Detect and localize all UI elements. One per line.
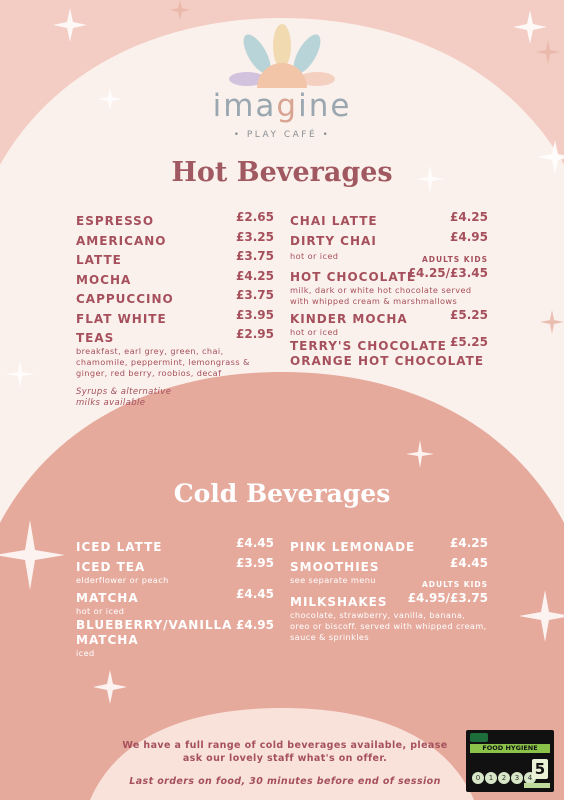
menu-item: DIRTY CHAI £4.95 hot or iced	[290, 229, 488, 261]
scale-4: 4	[524, 772, 536, 784]
item-description: hot or iced	[290, 250, 339, 261]
hot-left-column	[76, 210, 274, 409]
menu-item: LATTE £3.75	[76, 249, 274, 267]
menu-item: BLUEBERRY/VANILLA MATCHA £4.95 iced	[76, 618, 274, 658]
brand-name: imagine	[212, 88, 352, 124]
price-header: ADULTS KIDS	[421, 254, 488, 264]
menu-item: PINK LEMONADE £4.25	[290, 536, 488, 554]
brand-tagline: • PLAY CAFÉ •	[233, 130, 331, 140]
menu-item: FLAT WHITE £3.95	[76, 307, 274, 326]
menu-item: MATCHA £4.45 hot or iced	[76, 587, 274, 616]
menu-item: ESPRESSO £2.65	[76, 210, 274, 228]
menu-item: ICED TEA £3.95 elderflower or peach	[76, 556, 274, 585]
menu-item: TERRY'S CHOCOLATE £5.25	[290, 334, 488, 353]
menu-item: CHAI LATTE £4.25	[290, 210, 488, 228]
logo-mark	[0, 24, 564, 98]
scale-2: 2	[498, 772, 510, 784]
cold-beverages-title: Cold Beverages	[173, 479, 391, 508]
menu-item: KINDER MOCHA £5.25 hot or iced	[290, 307, 488, 337]
hot-right-column	[290, 210, 488, 369]
food-hygiene-badge	[466, 730, 554, 792]
hygiene-date	[524, 783, 550, 788]
flower-logo-icon	[227, 24, 337, 94]
item-description: breakfast, earl grey, green, chai, chamomile, peppermint, lemongrass & ginger, red berry, roobios, decaf	[76, 346, 250, 378]
menu-item: SMOOTHIES £4.45 see separate menu	[290, 556, 488, 585]
item-description: hot or iced	[76, 606, 125, 616]
menu-item: TEAS £2.95 breakfast, earl grey, green, chai, chamomile, peppermint, lemongrass & ginger, red berry, roobios, decaf	[76, 327, 274, 378]
cold-left-column	[76, 536, 274, 659]
menu-item: ADULTS KIDS HOT CHOCOLATE £4.25/£3.45 milk, dark or white hot chocolate served with whipped cream & marshmallows	[290, 254, 488, 306]
menu-item: CAPPUCCINO £3.75	[76, 288, 274, 306]
item-description: iced	[76, 648, 95, 658]
item-description: chocolate, strawberry, vanilla, banana, oreo or biscoff. served with whipped cream, sauce & sprinkles	[290, 610, 487, 642]
menu-item: MOCHA £4.25	[76, 268, 274, 287]
menu-item: ORANGE HOT CHOCOLATE	[290, 353, 485, 368]
menu-item: ADULTS KIDS MILKSHAKES £4.95/£3.75 chocolate, strawberry, vanilla, banana, oreo or biscoff. served with whipped cream, sauce & sprinkles	[290, 580, 488, 642]
item-description: see separate menu	[290, 575, 376, 585]
hygiene-rating: 5	[532, 759, 548, 779]
item-description: hot or iced	[290, 326, 339, 337]
menu-item: ICED LATTE £4.45	[76, 536, 274, 554]
item-description: elderflower or peach	[76, 575, 169, 585]
scale-3: 3	[511, 772, 523, 784]
footer-cold-info: We have a full range of cold beverages available, please ask our lovely staff what's on offer.	[122, 740, 448, 764]
footer-last-orders: Last orders on food, 30 minutes before end of session	[129, 776, 441, 787]
scale-1: 1	[485, 772, 497, 784]
fsa-logo-icon	[470, 733, 488, 742]
scale-0: 0	[472, 772, 484, 784]
price-header: ADULTS KIDS	[421, 580, 488, 589]
hygiene-label: FOOD HYGIENE RATING	[470, 744, 550, 753]
syrups-note: Syrups & alternative milks available	[76, 387, 172, 408]
item-description: milk, dark or white hot chocolate served with whipped cream & marshmallows	[290, 284, 472, 306]
menu-item: AMERICANO £3.25	[76, 229, 274, 248]
cold-right-column	[290, 536, 488, 643]
hot-beverages-title: Hot Beverages	[171, 157, 393, 188]
hygiene-scale	[472, 765, 537, 782]
